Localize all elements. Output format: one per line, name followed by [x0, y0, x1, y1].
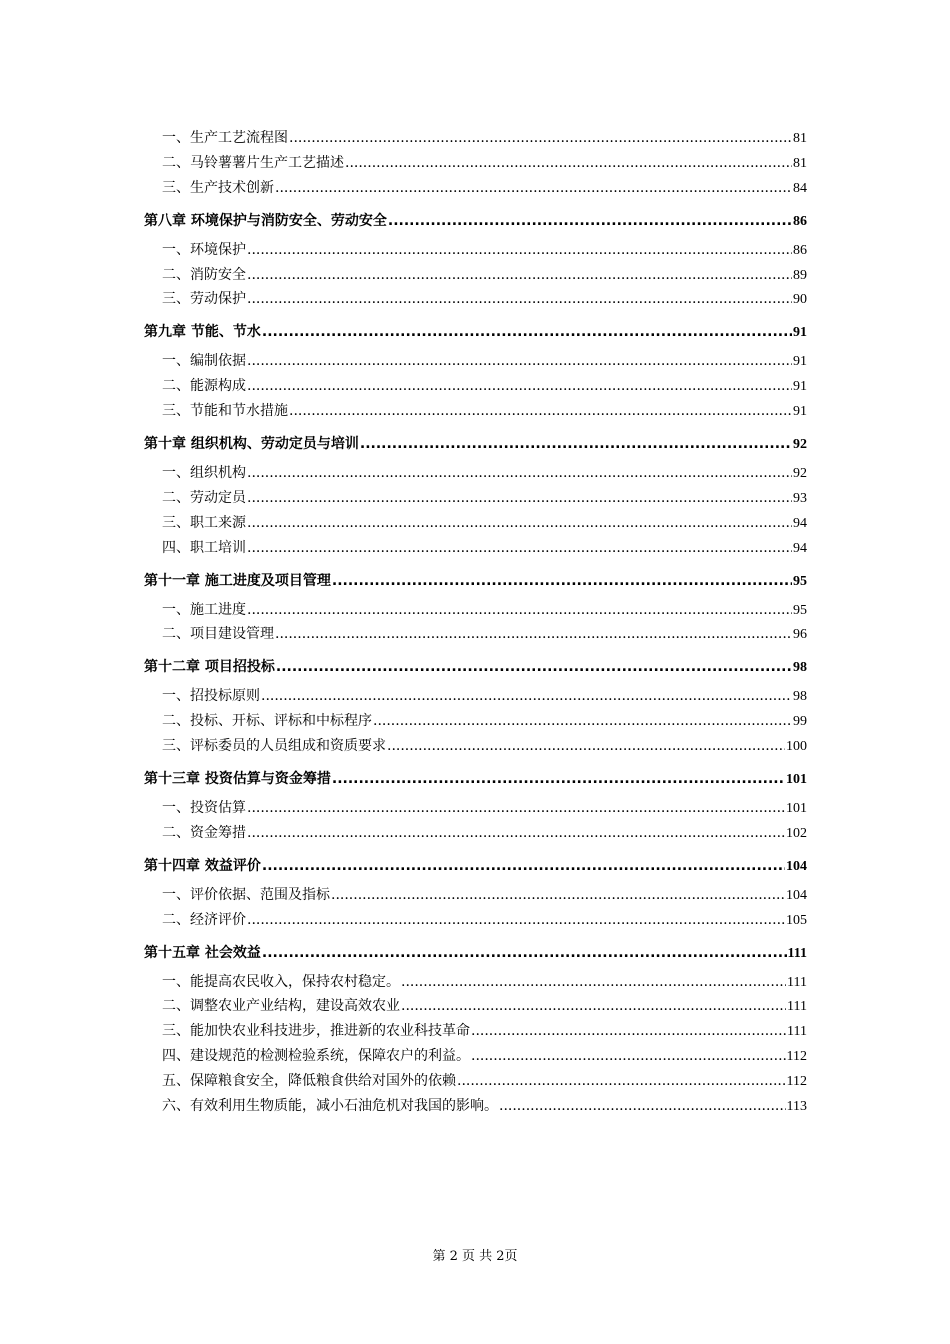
toc-section-entry[interactable] — [144, 536, 807, 561]
toc-entry-title: 三、能加快农业科技进步，推进新的农业科技革命 — [162, 1023, 470, 1040]
toc-page-number: 102 — [786, 825, 807, 841]
toc-dot-leader — [345, 151, 792, 176]
toc-section-entry[interactable] — [144, 883, 807, 908]
toc-dot-leader — [247, 287, 792, 312]
toc-entry-title: 二、投标、开标、评标和中标程序 — [162, 713, 372, 730]
toc-page-number: 111 — [787, 999, 807, 1015]
toc-entry-title: 第十章 组织机构、劳动定员与培训 — [144, 436, 359, 453]
toc-entry-title: 三、节能和节水措施 — [162, 403, 288, 420]
toc-page-number: 111 — [787, 974, 807, 990]
toc-section-entry[interactable] — [144, 238, 807, 263]
toc-dot-leader — [276, 650, 792, 684]
page-footer: 第 2 页 共 2页 — [432, 1249, 518, 1264]
toc-dot-leader — [471, 1044, 786, 1069]
toc-section-entry[interactable] — [144, 622, 807, 647]
toc-section-entry[interactable] — [144, 734, 807, 759]
toc-page-number: 91 — [793, 379, 807, 395]
toc-dot-leader — [387, 734, 785, 759]
toc-entry-title: 第十四章 效益评价 — [144, 857, 261, 874]
toc-dot-leader — [247, 374, 792, 399]
toc-page-number: 91 — [793, 404, 807, 420]
toc-entry-title: 第十五章 社会效益 — [144, 944, 261, 961]
toc-chapter-entry[interactable] — [144, 424, 807, 461]
toc-dot-leader — [247, 598, 792, 623]
toc-page-number: 98 — [793, 689, 807, 705]
toc-entry-title: 二、消防安全 — [162, 266, 246, 283]
table-of-contents — [144, 126, 807, 1119]
toc-page-number: 95 — [793, 602, 807, 618]
toc-page-number: 95 — [793, 573, 807, 589]
toc-section-entry[interactable] — [144, 709, 807, 734]
toc-dot-leader — [247, 511, 792, 536]
toc-section-entry[interactable] — [144, 263, 807, 288]
toc-entry-title: 三、职工来源 — [162, 514, 246, 531]
toc-dot-leader — [261, 684, 792, 709]
toc-page-number: 81 — [793, 155, 807, 171]
toc-entry-title: 一、生产工艺流程图 — [162, 130, 288, 146]
toc-page-number: 112 — [786, 1049, 807, 1065]
toc-entry-title: 二、调整农业产业结构，建设高效农业 — [162, 998, 400, 1015]
toc-dot-leader — [247, 821, 785, 846]
toc-section-entry[interactable] — [144, 821, 807, 846]
toc-section-entry[interactable] — [144, 970, 807, 995]
toc-entry-title: 一、环境保护 — [162, 241, 246, 258]
toc-page-number: 98 — [793, 660, 807, 676]
toc-page-number: 96 — [793, 627, 807, 643]
toc-section-entry[interactable] — [144, 461, 807, 486]
toc-dot-leader — [247, 238, 792, 263]
toc-entry-title: 第十三章 投资估算与资金筹措 — [144, 771, 331, 788]
toc-entry-title: 第八章 环境保护与消防安全、劳动安全 — [144, 212, 387, 229]
toc-entry-title: 一、编制依据 — [162, 353, 246, 370]
toc-entry-title: 六、有效利用生物质能，减小石油危机对我国的影响。 — [162, 1098, 498, 1115]
toc-section-entry[interactable] — [144, 176, 807, 201]
toc-entry-title: 二、经济评价 — [162, 911, 246, 928]
toc-page-number: 105 — [786, 912, 807, 928]
toc-chapter-entry[interactable] — [144, 312, 807, 349]
toc-chapter-entry[interactable] — [144, 933, 807, 970]
toc-section-entry[interactable] — [144, 486, 807, 511]
toc-entry-title: 一、评价依据、范围及指标 — [162, 886, 330, 903]
toc-dot-leader — [247, 908, 785, 933]
toc-page-number: 104 — [786, 858, 807, 874]
toc-page-number: 90 — [793, 292, 807, 308]
toc-entry-title: 二、劳动定员 — [162, 489, 246, 506]
toc-entry-title: 三、生产技术创新 — [162, 179, 274, 196]
toc-page-number: 93 — [793, 490, 807, 506]
toc-dot-leader — [275, 176, 792, 201]
toc-section-entry[interactable] — [144, 598, 807, 623]
toc-entry-title: 四、职工培训 — [162, 539, 246, 556]
toc-section-entry[interactable] — [144, 1044, 807, 1069]
toc-page-number: 92 — [793, 466, 807, 482]
toc-section-entry[interactable] — [144, 151, 807, 176]
toc-section-entry[interactable] — [144, 1019, 807, 1044]
toc-entry-title: 二、资金筹措 — [162, 824, 246, 841]
toc-section-entry[interactable] — [144, 349, 807, 374]
toc-dot-leader — [332, 762, 785, 796]
toc-chapter-entry[interactable] — [144, 201, 807, 238]
toc-dot-leader — [499, 1094, 786, 1119]
toc-page-number: 91 — [793, 354, 807, 370]
toc-dot-leader — [471, 1019, 786, 1044]
toc-dot-leader — [262, 936, 787, 970]
toc-dot-leader — [401, 970, 786, 995]
toc-dot-leader — [275, 622, 792, 647]
toc-section-entry[interactable] — [144, 1094, 807, 1119]
toc-dot-leader — [388, 204, 792, 238]
toc-dot-leader — [262, 849, 785, 883]
toc-section-entry[interactable] — [144, 126, 807, 151]
toc-entry-title: 四、建设规范的检测检验系统，保障农户的利益。 — [162, 1048, 470, 1065]
toc-entry-title: 一、投资估算 — [162, 800, 246, 817]
toc-dot-leader — [247, 461, 792, 486]
toc-dot-leader — [401, 994, 786, 1019]
toc-entry-title: 二、项目建设管理 — [162, 626, 274, 643]
toc-entry-title: 一、招投标原则 — [162, 688, 260, 705]
toc-page-number: 91 — [793, 325, 807, 341]
toc-dot-leader — [262, 315, 792, 349]
toc-page-number: 111 — [787, 945, 807, 961]
toc-dot-leader — [247, 263, 792, 288]
toc-dot-leader — [289, 399, 792, 424]
toc-page-number: 100 — [786, 739, 807, 755]
toc-entry-title: 第九章 节能、节水 — [144, 324, 261, 341]
toc-entry-title: 三、评标委员的人员组成和资质要求 — [162, 738, 386, 755]
toc-section-entry[interactable] — [144, 796, 807, 821]
toc-chapter-entry[interactable] — [144, 561, 807, 598]
toc-page-number: 94 — [793, 515, 807, 531]
toc-page-number: 84 — [793, 180, 807, 196]
toc-dot-leader — [331, 883, 785, 908]
toc-dot-leader — [373, 709, 792, 734]
toc-section-entry[interactable] — [144, 994, 807, 1019]
toc-entry-title: 三、劳动保护 — [162, 291, 246, 308]
toc-section-entry[interactable] — [144, 1069, 807, 1094]
toc-dot-leader — [247, 486, 792, 511]
toc-dot-leader — [247, 349, 792, 374]
toc-dot-leader — [247, 796, 785, 821]
toc-page-number: 101 — [786, 772, 807, 788]
toc-page-number: 104 — [786, 887, 807, 903]
toc-dot-leader — [457, 1069, 786, 1094]
toc-entry-title: 第十二章 项目招投标 — [144, 659, 275, 676]
toc-entry-title: 第十一章 施工进度及项目管理 — [144, 572, 331, 589]
toc-chapter-entry[interactable] — [144, 759, 807, 796]
toc-page-number: 111 — [787, 1024, 807, 1040]
toc-page-number: 99 — [793, 714, 807, 730]
toc-dot-leader — [289, 126, 792, 151]
toc-page-number: 81 — [793, 131, 807, 146]
toc-page-number: 113 — [786, 1099, 807, 1115]
toc-page-number: 86 — [793, 213, 807, 229]
toc-page-number: 92 — [793, 437, 807, 453]
toc-entry-title: 二、马铃薯薯片生产工艺描述 — [162, 154, 344, 171]
toc-dot-leader — [332, 564, 792, 598]
toc-entry-title: 一、能提高农民收入，保持农村稳定。 — [162, 973, 400, 990]
toc-entry-title: 一、组织机构 — [162, 465, 246, 482]
toc-page-number: 89 — [793, 267, 807, 283]
toc-section-entry[interactable] — [144, 908, 807, 933]
toc-entry-title: 五、保障粮食安全，降低粮食供给对国外的依赖 — [162, 1073, 456, 1090]
toc-page-number: 94 — [793, 540, 807, 556]
toc-dot-leader — [247, 536, 792, 561]
toc-section-entry[interactable] — [144, 684, 807, 709]
toc-entry-title: 二、能源构成 — [162, 378, 246, 395]
toc-chapter-entry[interactable] — [144, 647, 807, 684]
toc-section-entry[interactable] — [144, 511, 807, 536]
toc-chapter-entry[interactable] — [144, 846, 807, 883]
toc-page-number: 101 — [786, 801, 807, 817]
toc-section-entry[interactable] — [144, 374, 807, 399]
toc-page-number: 112 — [786, 1074, 807, 1090]
toc-entry-title: 一、施工进度 — [162, 601, 246, 618]
toc-dot-leader — [360, 427, 792, 461]
toc-section-entry[interactable] — [144, 399, 807, 424]
toc-section-entry[interactable] — [144, 287, 807, 312]
toc-page-number: 86 — [793, 242, 807, 258]
